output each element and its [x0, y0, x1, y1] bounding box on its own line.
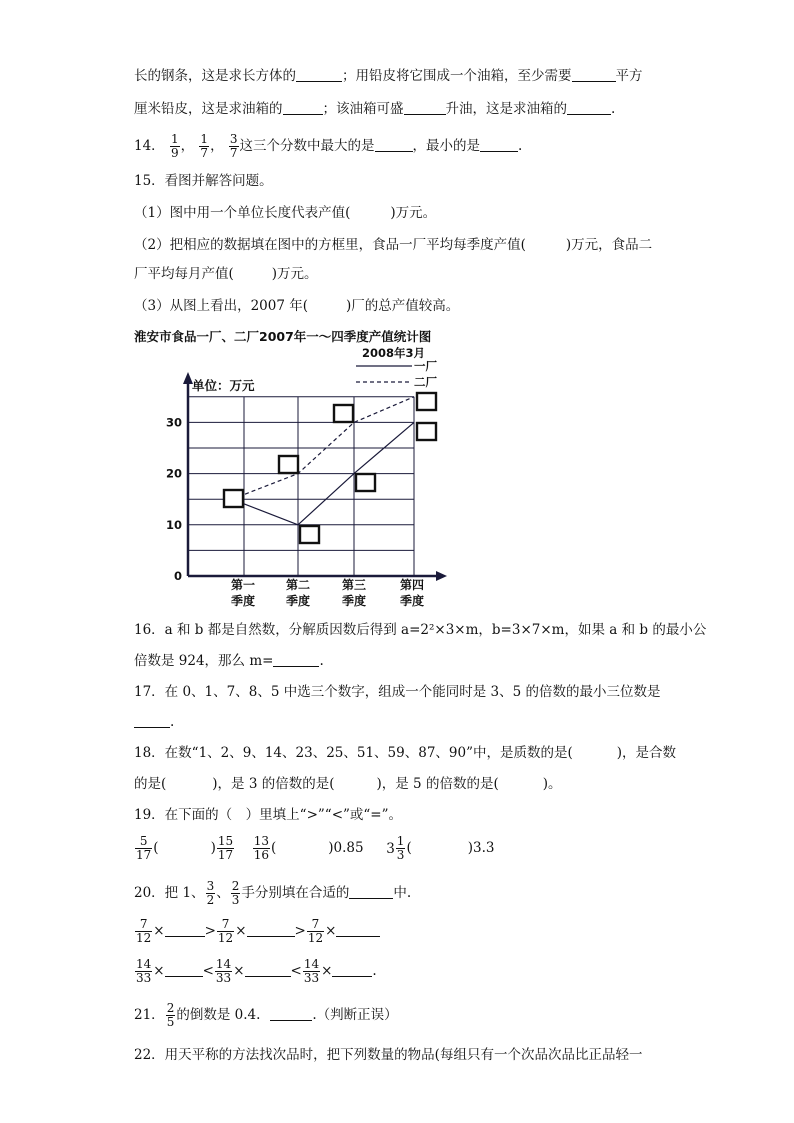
answer-blank[interactable]	[247, 922, 295, 937]
chart-title: 淮安市食品一厂、二厂2007年一～四季度产值统计图	[134, 329, 432, 344]
q18-line2: 的是( )，是 3 的倍数的是( )，是 5 的倍数的是( )。	[134, 776, 562, 792]
answer-box[interactable]	[417, 423, 436, 440]
chart-grid	[188, 397, 414, 576]
x-tick-label: 季度	[341, 594, 367, 608]
answer-blank[interactable]	[273, 652, 319, 667]
q16-line1: 16．a 和 b 都是自然数，分解质因数后得到 a=2²×3×m，b=3×7×m，如果 a 和 b 的最小公	[134, 622, 707, 638]
answer-blank[interactable]	[375, 137, 413, 152]
y-tick-label: 30	[165, 415, 182, 430]
chart-axes	[183, 372, 447, 581]
q20-row1: $\frac{7}{12}$ × > $\frac{7}{12}$ × > $\frac{7}{12}$ ×	[134, 918, 380, 945]
fraction: $\frac{1}{9}$	[170, 132, 179, 160]
q17-line2: .	[134, 712, 174, 732]
fraction: $\frac{2}{3}$	[231, 879, 240, 907]
x-tick-label: 第三	[341, 578, 367, 592]
y-tick-label: 10	[165, 517, 182, 532]
answer-blank[interactable]	[245, 962, 291, 977]
q19-comparisons: $\frac{5}{17}$ ( ) $\frac{15}{17}$ $\frac{13}{16}$ ( )0.85 3 $\frac{1}{3}$ ( )3.3	[136, 834, 495, 862]
q13-line2: 厘米铅皮，这是求油箱的 ；该油箱可盛 升油，这是求油箱的 .	[134, 101, 616, 117]
answer-box[interactable]	[279, 456, 298, 473]
answer-blank[interactable]	[165, 962, 203, 977]
chart-labels	[166, 378, 424, 608]
chart-legend	[356, 359, 437, 389]
q19-title: 19．在下面的（ ）里填上“>”“<”或“=”。	[134, 807, 403, 823]
fraction: $\frac{5}{17}$	[136, 834, 152, 862]
mixed-number: 3 $\frac{1}{3}$	[386, 834, 405, 862]
x-tick-label: 季度	[230, 594, 256, 608]
x-axis-arrow	[436, 571, 447, 581]
answer-blank[interactable]	[270, 1006, 312, 1021]
x-tick-label: 季度	[285, 594, 311, 608]
y-tick-label: 20	[165, 466, 182, 481]
q20-row2: $\frac{14}{33}$ × < $\frac{14}{33}$ × < $\frac{14}{33}$ × .	[136, 957, 377, 985]
x-tick-label: 第四	[399, 578, 425, 592]
q15-sub2-cont: 厂平均每月产值( )万元。	[134, 266, 318, 282]
fraction: $\frac{3}{2}$	[206, 879, 215, 907]
legend-label: 二厂	[414, 375, 437, 389]
answer-boxes	[224, 393, 436, 543]
fraction: $\frac{14}{33}$	[303, 957, 320, 985]
fraction: $\frac{7}{12}$	[307, 917, 324, 945]
y-tick-label: 0	[173, 569, 182, 583]
fraction: $\frac{7}{12}$	[136, 917, 152, 945]
q15-sub1: （1）图中用一个单位长度代表产值( )万元。	[134, 205, 437, 221]
q22-line1: 22．用天平称的方法找次品时，把下列数量的物品(每组只有一个次品次品比正品轻一	[134, 1047, 643, 1063]
q13-line1: 长的钢条，这是求长方体的 ；用铅皮将它围成一个油箱，至少需要 平方	[134, 68, 643, 84]
answer-box[interactable]	[334, 405, 353, 422]
answer-blank[interactable]	[480, 137, 518, 152]
answer-blank[interactable]	[567, 100, 611, 115]
y-axis-label: 单位：万元	[192, 378, 255, 393]
answer-box[interactable]	[224, 490, 243, 507]
answer-blank[interactable]	[572, 67, 616, 82]
q20-line: 20．把 1、 $\frac{3}{2}$ 、 $\frac{2}{3}$ 手分别填在合适的 中.	[134, 879, 412, 907]
q14-line: 14． $\frac{1}{9}$ ， $\frac{1}{7}$ ， $\frac{3}{7}$ 这三个分数中最大的是 ，最小的是 .	[134, 132, 523, 160]
answer-box[interactable]	[417, 393, 436, 410]
answer-box[interactable]	[300, 526, 319, 543]
fraction: $\frac{13}{16}$	[253, 834, 269, 862]
x-tick-label: 季度	[399, 594, 425, 608]
answer-blank[interactable]	[404, 100, 446, 115]
answer-box[interactable]	[356, 474, 375, 491]
x-tick-label: 第二	[285, 578, 311, 592]
q15-sub2: （2）把相应的数据填在图中的方框里，食品一厂平均每季度产值( )万元，食品二	[134, 237, 653, 253]
answer-blank[interactable]	[165, 922, 205, 937]
fraction: $\frac{14}{33}$	[215, 957, 232, 985]
answer-blank[interactable]	[134, 713, 170, 728]
q15-sub3: （3）从图上看出，2007 年( )厂的总产值较高。	[134, 298, 460, 314]
answer-blank[interactable]	[349, 884, 393, 899]
q15-title: 15．看图并解答问题。	[134, 173, 273, 189]
q18-line1: 18．在数“1、2、9、14、23、25、51、59、87、90”中，是质数的是( )，是合数	[134, 745, 677, 761]
fraction: $\frac{1}{7}$	[200, 132, 209, 160]
q21-line: 21． $\frac{2}{5}$ 的倒数是 0.4. .（判断正误）	[134, 1001, 398, 1029]
answer-blank[interactable]	[336, 922, 380, 937]
answer-blank[interactable]	[296, 67, 342, 82]
chart-subtitle: 2008年3月	[362, 346, 426, 360]
fraction: $\frac{7}{12}$	[217, 917, 234, 945]
chart-series	[232, 397, 414, 525]
answer-blank[interactable]	[283, 100, 323, 115]
answer-blank[interactable]	[332, 962, 372, 977]
q16-line2: 倍数是 924，那么 m= .	[134, 653, 324, 669]
fraction: $\frac{3}{7}$	[229, 132, 238, 160]
line-chart	[0, 350, 794, 650]
x-tick-label: 第一	[230, 578, 256, 592]
fraction: $\frac{14}{33}$	[136, 957, 152, 985]
q17-line1: 17．在 0、1、7、8、5 中选三个数字，组成一个能同时是 3、5 的倍数的最小三位数是	[134, 684, 661, 700]
fraction: $\frac{15}{17}$	[217, 834, 234, 862]
legend-label: 一厂	[414, 359, 437, 373]
fraction: $\frac{2}{5}$	[166, 1001, 175, 1029]
